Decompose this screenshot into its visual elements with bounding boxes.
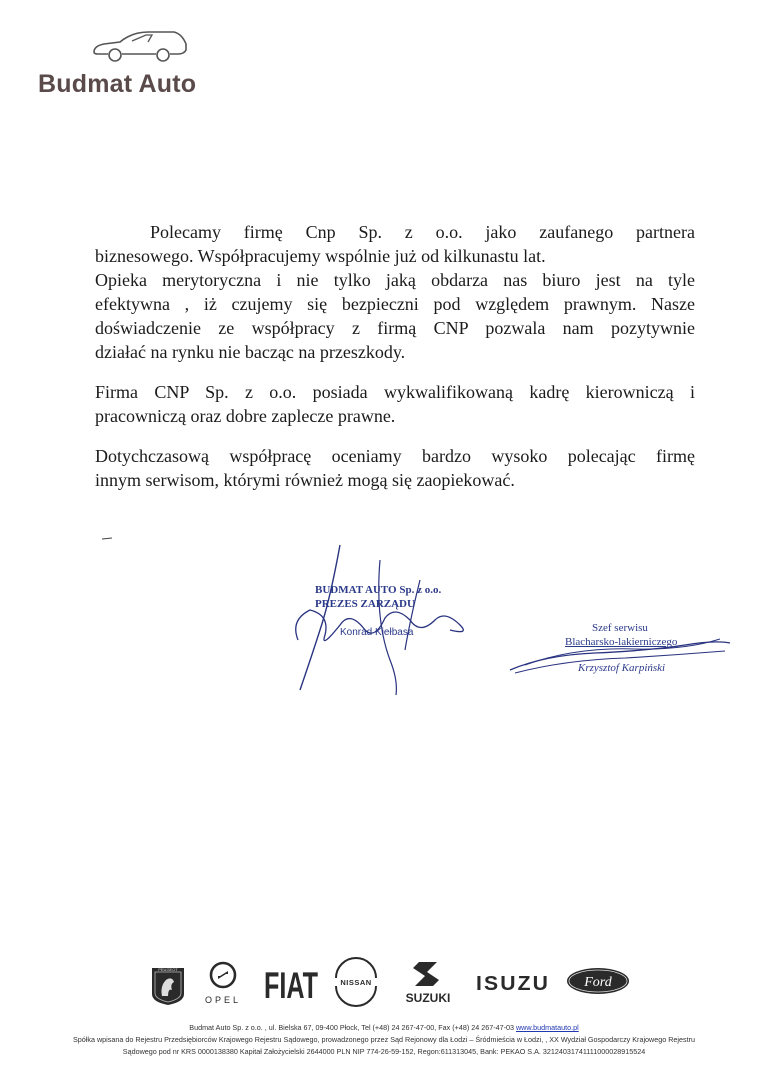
- stamp-title: PREZES ZARZĄDU: [315, 598, 415, 610]
- suzuki-wordmark: SUZUKI: [405, 991, 451, 1005]
- footer-contact-text: Budmat Auto Sp. z o.o. , ul. Bielska 67, 09-400 Płock, Tel (+48) 24 267-47-00, Fax (+48) 24 267-47-03: [189, 1023, 516, 1032]
- paragraph-line: Polecamy firmę Cnp Sp. z o.o. jako zaufanego partnera: [150, 222, 695, 242]
- paragraph-line: Firma CNP Sp. z o.o. posiada wykwalifikowaną kadrę kierowniczą i: [95, 382, 695, 402]
- signature-konrad: [270, 540, 480, 700]
- nissan-wordmark: NISSAN: [340, 978, 372, 987]
- suzuki-logo: [393, 960, 463, 1006]
- paragraph-line: Dotychczasową współpracę oceniamy bardzo wysoko polecając firmę: [95, 446, 695, 466]
- stray-ink-mark: [102, 537, 112, 540]
- footer-address: [0, 1023, 768, 1032]
- fiat-wordmark: FIAT: [264, 965, 319, 1006]
- peugeot-wordmark: PEUGEOT: [158, 967, 178, 972]
- paragraph-recommendation: [95, 220, 695, 364]
- paragraph-evaluation: [95, 444, 695, 492]
- car-outline-icon: [90, 28, 190, 64]
- stamp-department: Blacharsko-lakierniczego: [565, 636, 678, 648]
- opel-logo: [198, 960, 248, 1006]
- paragraph-line: Opieka merytoryczna i nie tylko jaką obdarza nas biuro jest na tyle: [95, 270, 695, 290]
- paragraph-line: pracowniczą oraz dobre zaplecze prawne.: [95, 406, 396, 426]
- nissan-logo: [330, 960, 382, 1004]
- paragraph-line: efektywna , iż czujemy się bezpieczni pod względem prawnym. Nasze: [95, 294, 695, 314]
- paragraph-line: doświadczenie ze współpracy z firmą CNP pozwala nam pozytywnie: [95, 318, 695, 338]
- stamp-company-name: BUDMAT AUTO Sp. z o.o.: [315, 584, 442, 596]
- stamp-signatory-name: Konrad Kiełbasa: [340, 627, 414, 638]
- footer-registry: Spółka wpisana do Rejestru Przedsiębiorców Krajowego Rejestru Sądowego, prowadzonego przez Sąd Rejonowy dla Łodzi – Śródmieścia w Łodzi, , XX Wydział Gospodarczy Krajowego Rejestru: [73, 1035, 695, 1044]
- company-name: Budmat Auto: [38, 70, 197, 98]
- fiat-logo: [262, 960, 320, 1006]
- isuzu-wordmark: ISUZU: [476, 973, 550, 995]
- footer-website-link[interactable]: www.budmatauto.pl: [515, 1023, 579, 1032]
- ford-wordmark: Ford: [584, 975, 612, 990]
- stamp-title: Szef serwisu: [592, 622, 648, 634]
- peugeot-logo: [148, 962, 188, 1006]
- footer-registration-numbers: Sądowego pod nr KRS 0000138380 Kapitał Założycielski 2644000 PLN NIP 774-26-59-152, Regon:611313045, Bank: PEKAO S.A. 32124031741111000028915524: [122, 1047, 646, 1056]
- paragraph-line: innym serwisom, którymi również mogą się zaopiekować.: [95, 470, 515, 490]
- paragraph-staff: [95, 380, 695, 428]
- stamp-signatory-name: Krzysztof Karpiński: [578, 662, 666, 674]
- paragraph-line: biznesowego. Współpracujemy wspólnie już od kilkunastu lat.: [95, 246, 546, 266]
- paragraph-line: działać na rynku nie bacząc na przeszkody.: [95, 342, 406, 362]
- isuzu-logo: [474, 970, 552, 994]
- opel-wordmark: OPEL: [204, 995, 242, 1005]
- ford-logo: [565, 966, 631, 996]
